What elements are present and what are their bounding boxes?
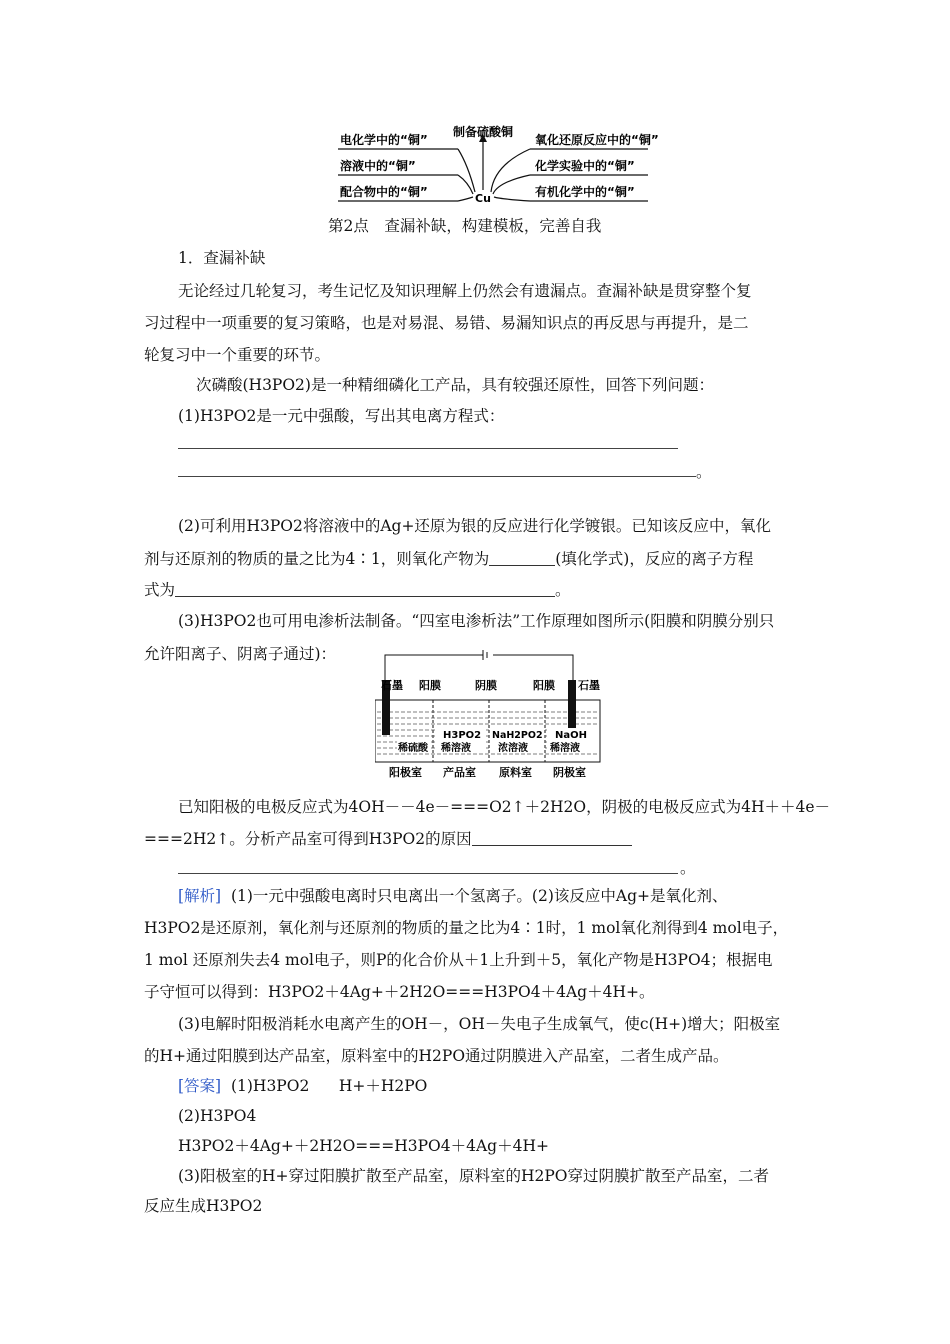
para1-line2: 习过程中一项重要的复习策略，也是对易混、易错、易漏知识点的再反思与再提升，是二 — [144, 314, 749, 332]
question-3-line1: (3)H3PO2也可用电渗析法制备。“四室电渗析法”工作原理如图所示(阳膜和阴膜分别只 — [178, 612, 775, 630]
section-title: 第2点 查漏补缺，构建模板，完善自我 — [328, 217, 602, 235]
question-2-line2-b: (填化学式)，反应的离子方程 — [555, 550, 754, 568]
question-2-line3-label: 式为 — [144, 581, 176, 599]
analysis-tag: [解析] — [178, 887, 222, 905]
analysis-line4: 子守恒可以得到：H3PO2＋4Ag+＋2H2O===H3PO4＋4Ag＋4H+。 — [144, 983, 655, 1001]
para1-line1: 无论经过几轮复习，考生记忆及知识理解上仍然会有遗漏点。查漏补缺是贯穿整个复 — [178, 282, 752, 300]
mindmap-right-3: 有机化学中的“铜” — [535, 185, 635, 199]
question-intro: 次磷酸(H3PO2)是一种精细磷化工产品，具有较强还原性，回答下列问题： — [196, 376, 714, 394]
product-chamber-formula: H3PO2 — [443, 730, 482, 741]
after-diagram-line1: 已知阳极的电极反应式为4OH－－4e－===O2↑＋2H2O，阴极的电极反应式为4H＋＋4e－ — [178, 798, 831, 816]
question-2-line2 — [144, 549, 753, 569]
para1-line3: 轮复习中一个重要的环节。 — [144, 346, 331, 364]
answer-line-3 — [178, 873, 678, 874]
mindmap-left-3: 配合物中的“铜” — [340, 185, 428, 199]
cathode-electrode — [568, 680, 576, 735]
label-graphite-right: 石墨 — [578, 679, 600, 692]
answer-3-line2: 反应生成H3PO2 — [144, 1197, 263, 1215]
anode-solution-label: 稀硫酸 — [398, 743, 428, 754]
analysis-line2: H3PO2是还原剂，氧化剂与还原剂的物质的量之比为4∶1时，1 mol氧化剂得到4 mol电子， — [144, 919, 789, 937]
mindmap-center: Cu — [475, 192, 491, 205]
after-diagram-line2 — [144, 829, 632, 849]
product-chamber-solution: 稀溶液 — [441, 743, 471, 754]
question-2-line3 — [144, 580, 571, 600]
label-product-chamber: 产品室 — [443, 766, 476, 779]
electrodialysis-diagram — [375, 645, 605, 785]
heading-check-gaps: 1．查漏补缺 — [178, 249, 266, 267]
label-anion-membrane: 阴膜 — [475, 679, 497, 692]
copper-mindmap — [330, 120, 660, 210]
analysis-line6: 的H+通过阳膜到达产品室，原料室中的H2PO通过阴膜进入产品室，二者生成产品。 — [144, 1047, 729, 1065]
blank-ionic-equation[interactable] — [175, 582, 555, 597]
mindmap-left-1: 电化学中的“铜” — [340, 133, 428, 147]
cathode-chamber-formula: NaOH — [555, 730, 587, 741]
question-3-line2: 允许阳离子、阴离子通过)： — [144, 645, 337, 663]
analysis-line3: 1 mol 还原剂失去4 mol电子，则P的化合价从＋1上升到＋5，氧化产物是H3PO4；根据电 — [144, 951, 773, 969]
question-2-line2-a: 剂与还原剂的物质的量之比为4∶1，则氧化产物为 — [144, 550, 490, 568]
cathode-chamber-solution: 稀溶液 — [550, 743, 580, 754]
label-cation-membrane-1: 阳膜 — [419, 679, 441, 692]
blank-oxidation-product[interactable] — [489, 551, 555, 566]
answer-tag: [答案] — [178, 1077, 222, 1095]
feed-chamber-solution: 浓溶液 — [498, 743, 528, 754]
analysis-line1 — [178, 886, 728, 906]
label-graphite-left: 石墨 — [381, 679, 403, 692]
answer-line-3-period: 。 — [680, 859, 696, 877]
analysis-line1-text: (1)一元中强酸电离时只电离出一个氢离子。(2)该反应中Ag+是氧化剂、 — [230, 887, 728, 905]
answer-2-label: (2)H3PO4 — [178, 1107, 257, 1125]
mindmap-right-1: 氧化还原反应中的“铜” — [535, 133, 659, 147]
answer-line-1-period: 。 — [696, 463, 712, 481]
answer-1-equation: H+＋H2PO — [338, 1077, 428, 1095]
question-2-line1: (2)可利用H3PO2将溶液中的Ag+还原为银的反应进行化学镀银。已知该反应中，氧化 — [178, 517, 771, 535]
answer-line-1a — [178, 448, 678, 449]
answer-line-1b — [178, 476, 696, 477]
label-cathode-chamber: 阴极室 — [553, 766, 586, 779]
mindmap-right-2: 化学实验中的“铜” — [535, 159, 635, 173]
analysis-line5: (3)电解时阳极消耗水电离产生的OH－，OH－失电子生成氧气，使c(H+)增大；阳极室 — [178, 1015, 781, 1033]
answer-1-label: (1)H3PO2 — [230, 1077, 310, 1095]
label-anode-chamber: 阳极室 — [389, 766, 422, 779]
question-1: (1)H3PO2是一元中强酸，写出其电离方程式： — [178, 407, 505, 425]
label-cation-membrane-2: 阳膜 — [533, 679, 555, 692]
answer-line1 — [178, 1076, 427, 1096]
answer-3-line1: (3)阳极室的H+穿过阳膜扩散至产品室，原料室的H2PO穿过阴膜扩散至产品室，二者 — [178, 1167, 769, 1185]
mindmap-left-2: 溶液中的“铜” — [340, 159, 416, 173]
after-diagram-line2-text: ===2H2↑。分析产品室可得到H3PO2的原因 — [144, 830, 472, 848]
question-2-line3-period: 。 — [555, 581, 571, 599]
label-feed-chamber: 原料室 — [499, 766, 532, 779]
blank-reason-1[interactable] — [472, 831, 632, 846]
answer-2-equation: H3PO2＋4Ag+＋2H2O===H3PO4＋4Ag＋4H+ — [178, 1137, 549, 1155]
mindmap-top: 制备硫酸铜 — [452, 125, 514, 139]
feed-chamber-formula: NaH2PO2 — [492, 730, 543, 741]
